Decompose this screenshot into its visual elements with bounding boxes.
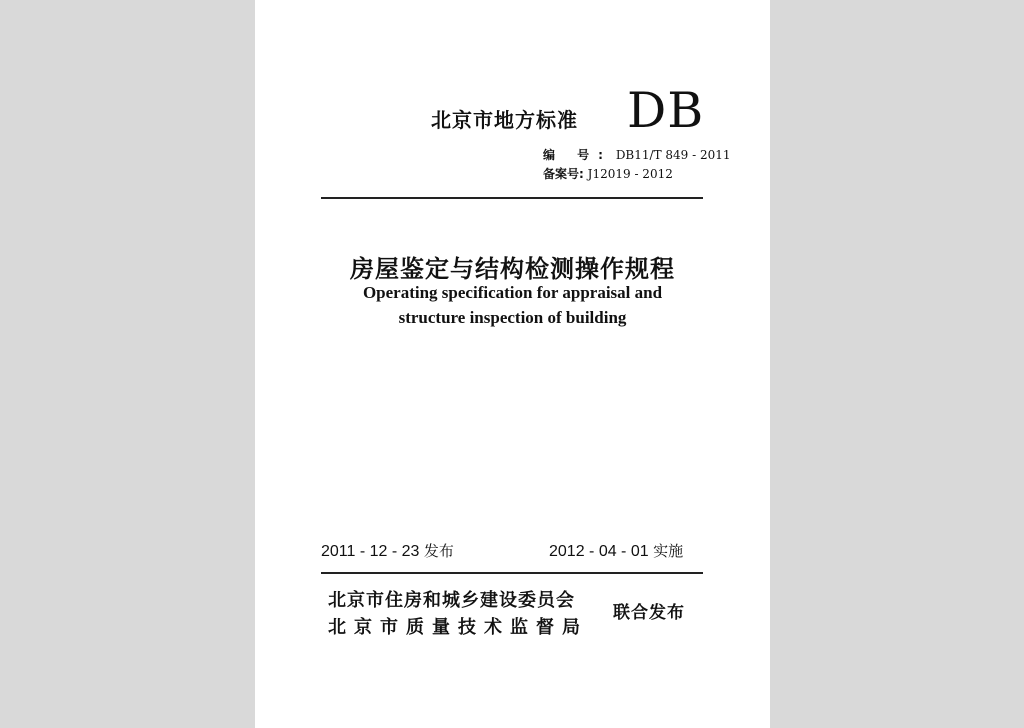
english-title-line-2: structure inspection of building — [398, 308, 627, 327]
standard-mark: DB — [627, 82, 705, 139]
implementation-date-label: 实施 — [653, 542, 684, 560]
implementation-date-value: 2012 - 04 - 01 — [549, 543, 649, 560]
standard-number-row — [543, 146, 731, 163]
standard-number-value: DB11/T 849 - 2011 — [615, 148, 731, 162]
standard-number-label: 编 号: — [543, 148, 612, 162]
record-number-label: 备案号: — [543, 167, 584, 181]
standard-category: 北京市地方标准 — [431, 108, 578, 132]
chinese-title: 房屋鉴定与结构检测操作规程 — [350, 255, 675, 283]
issue-date-label: 发布 — [423, 542, 454, 560]
joint-issue-label: 联合发布 — [613, 603, 685, 623]
issuing-org-2: 北京市质量技术监督局 — [328, 617, 588, 638]
document-cover-page — [255, 0, 770, 728]
record-number-value: J12019 - 2012 — [587, 167, 673, 181]
issue-date-value: 2011 - 12 - 23 — [321, 543, 420, 560]
english-title-line-1: Operating specification for appraisal and — [362, 283, 663, 302]
record-number-row — [543, 165, 673, 182]
top-divider — [321, 197, 703, 199]
implementation-date — [549, 540, 683, 561]
issuing-org-1: 北京市住房和城乡建设委员会 — [328, 590, 575, 611]
issue-date — [321, 540, 454, 561]
bottom-divider — [321, 572, 703, 574]
